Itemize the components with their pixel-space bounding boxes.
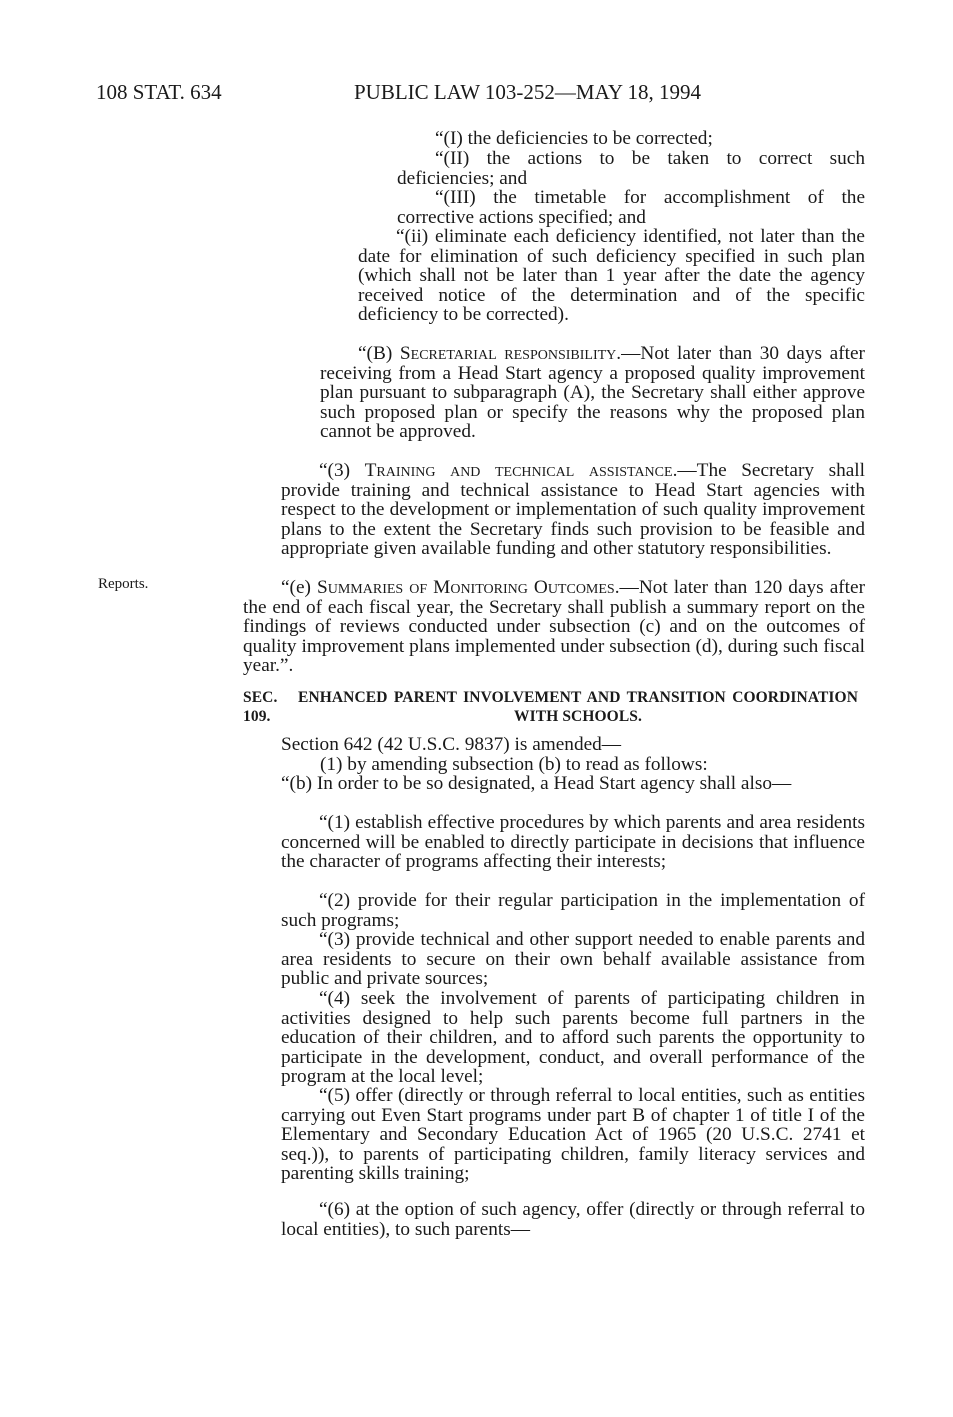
subparagraph-b-secretarial-responsibility (320, 344, 865, 442)
subsection-e-summaries (243, 578, 865, 676)
paragraph-3-heading: Training and technical assistance (364, 460, 673, 481)
paragraph-3-text: .—The Secretary shall provide training and technical assistance to Head Start agencies with respect to the development or implementation of such quality improvement plans to the extent the Secretary finds such provision to be feasible and appropriate given available funding and other statutory responsibilities. (281, 460, 865, 559)
subsection-e-heading: Summaries of Monitoring Outcomes (317, 577, 615, 598)
item-2-participation: “(2) provide for their regular participation in the implementation of such programs; (281, 890, 865, 931)
subsection-e-lead: “(e) (281, 577, 318, 598)
clause-iii-timetable: “(III) the timetable for accomplishment of the corrective actions specified; and (397, 187, 865, 228)
running-head-title: PUBLIC LAW 103-252—MAY 18, 1994 (354, 80, 701, 104)
subparagraph-b-heading: Secretarial responsibility (399, 343, 617, 364)
clause-ii-actions: “(II) the actions to be taken to correct such deficiencies; and (397, 148, 865, 189)
section-number: SEC. 109. (243, 689, 278, 725)
item-6-option: “(6) at the option of such agency, offer (directly or through referral to local entities), to such parents— (281, 1199, 865, 1240)
item-3-support: “(3) provide technical and other support needed to enable parents and area residents to secure on their own behalf available assistance from public and private sources; (281, 929, 865, 989)
amendment-1: (1) by amending subsection (b) to read as follows: (320, 754, 708, 775)
subsection-e-text: .—Not later than 120 days after the end of each fiscal year, the Secretary shall publish a summary report on the findings of reviews conducted under subsection (c) and on the outcomes of quality improvement plans implemented under subsection (d), during such fiscal year.”. (243, 577, 866, 676)
item-4-involvement: “(4) seek the involvement of parents of participating children in activities designed to help such parents become full partners in the education of their children, and to afford such parents the opportunity to participate in the development, conduct, and overall performance of the program at the local level; (281, 988, 865, 1087)
section-title: ENHANCED PARENT INVOLVEMENT AND TRANSITION COORDINATION WITH SCHOOLS. (298, 689, 858, 725)
section-642-intro: Section 642 (42 U.S.C. 9837) is amended— (281, 734, 622, 755)
item-5-literacy: “(5) offer (directly or through referral to local entities, such as entities carrying out Even Start programs under part B of chapter 1 of title I of the Elementary and Secondary Education Act of 1965 (20 U.S.C. 2741 et seq.)), to parents of participating children, family literacy services and parenting skills training; (281, 1085, 865, 1184)
item-1-procedures: “(1) establish effective procedures by which parents and area residents concerned will be enabled to directly participate in decisions that influence the character of programs affecting their interests; (281, 812, 865, 872)
subparagraph-b-text: .—Not later than 30 days after receiving from a Head Start agency a proposed quality improvement plan pursuant to subparagraph (A), the Secretary shall either approve such proposed plan or specify the reasons why the proposed plan cannot be approved. (320, 343, 865, 442)
page-stat-citation: 108 STAT. 634 (96, 80, 222, 104)
subparagraph-b-lead: “(B) (358, 343, 400, 364)
section-109-heading (243, 688, 865, 726)
margin-note-reports: Reports. (98, 576, 149, 592)
clause-i-deficiencies: “(I) the deficiencies to be corrected; (435, 128, 713, 149)
paragraph-3-lead: “(3) (319, 460, 365, 481)
subsection-b-text: “(b) In order to be so designated, a Head Start agency shall also— (281, 773, 792, 794)
paragraph-3-training (281, 461, 865, 559)
clause-ii-eliminate: “(ii) eliminate each deficiency identified, not later than the date for elimination of such deficiency specified in such plan (which shall not be later than 1 year after the date the agency received notice of the determination and of the specific deficiency to be corrected). (358, 226, 865, 325)
